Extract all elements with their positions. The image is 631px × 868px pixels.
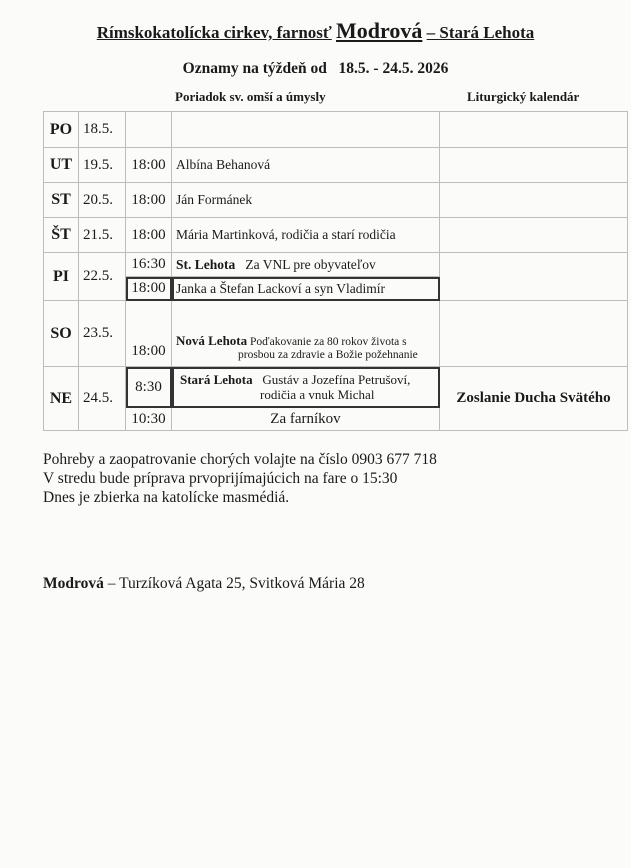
intent-cell: Albína Behanová [172, 148, 440, 183]
date-cell: 21.5. [79, 218, 126, 253]
footer-place: Modrová [43, 575, 104, 592]
intent-cell: Ján Formánek [172, 183, 440, 218]
time-cell: 8:30 [126, 367, 172, 408]
announcement-line: Pohreby a zaopatrovanie chorých volajte na číslo 0903 677 718 [43, 451, 437, 468]
schedule-table [43, 111, 628, 431]
title-part2: – Stará Lehota [426, 23, 535, 42]
place-label: St. Lehota [176, 256, 236, 272]
table-row [44, 112, 628, 148]
intent-line1: Gustáv a Jozefína Petrušoví, [262, 372, 411, 387]
col-liturgy-header: Liturgický kalendár [467, 89, 580, 104]
time-cell: 10:30 [126, 408, 172, 431]
date-cell: 19.5. [79, 148, 126, 183]
date-cell: 23.5. [79, 301, 126, 367]
footer-text: – Turzíková Agata 25, Svitková Mária 28 [107, 575, 365, 592]
week-subtitle: Oznamy na týždeň od 18.5. - 24.5. 2026 [182, 60, 449, 77]
table-row [44, 301, 628, 367]
announcements [43, 450, 437, 507]
date-cell: 20.5. [79, 183, 126, 218]
intent-line2: prosbou za zdravie a Božie požehnanie [238, 349, 418, 361]
day-cell: PI [44, 253, 79, 301]
announcement-line: Dnes je zbierka na katolícke masmédiá. [43, 489, 290, 506]
page-title [0, 18, 631, 44]
time-cell: 18:00 [126, 148, 172, 183]
intent-cell: Janka a Štefan Lackoví a syn Vladimír [172, 277, 440, 301]
footer-note [43, 575, 365, 593]
intent-line1: Poďakovanie za 80 rokov života s [250, 336, 407, 348]
date-cell: 18.5. [79, 112, 126, 148]
intent-cell [172, 253, 440, 277]
title-part1: Rímskokatolícka cirkev, farnosť [96, 23, 332, 42]
day-cell: UT [44, 148, 79, 183]
day-cell: SO [44, 301, 79, 367]
day-cell: PO [44, 112, 79, 148]
liturgy-cell: Zoslanie Ducha Svätého [440, 367, 628, 431]
place-label: Nová Lehota [176, 333, 248, 348]
day-cell: ŠT [44, 218, 79, 253]
intent-cell: Za farníkov [172, 408, 440, 431]
time-cell: 16:30 [126, 253, 172, 277]
intent-line2: rodičia a vnuk Michal [260, 387, 375, 402]
time-cell [126, 301, 172, 367]
table-row [44, 183, 628, 218]
intent-text: Za VNL pre obyvateľov [245, 256, 376, 272]
time-text: 18:00 [131, 343, 166, 359]
time-cell: 18:00 [126, 277, 172, 301]
time-cell: 18:00 [126, 183, 172, 218]
intent-cell: Mária Martinková, rodičia a starí rodičia [172, 218, 440, 253]
day-cell: ST [44, 183, 79, 218]
col-masses-header: Poriadok sv. omší a úmysly [175, 89, 326, 104]
date-cell: 22.5. [79, 253, 126, 301]
table-row [44, 367, 628, 408]
title-parish: Modrová [336, 18, 423, 43]
intent-cell [172, 301, 440, 367]
table-row [44, 148, 628, 183]
day-cell: NE [44, 367, 79, 431]
date-cell: 24.5. [79, 367, 126, 431]
place-label: Stará Lehota [180, 372, 253, 387]
table-row [44, 253, 628, 277]
announcement-line: V stredu bude príprava prvoprijímajúcich na fare o 15:30 [43, 470, 398, 487]
table-row [44, 218, 628, 253]
intent-cell [172, 367, 440, 408]
time-cell: 18:00 [126, 218, 172, 253]
